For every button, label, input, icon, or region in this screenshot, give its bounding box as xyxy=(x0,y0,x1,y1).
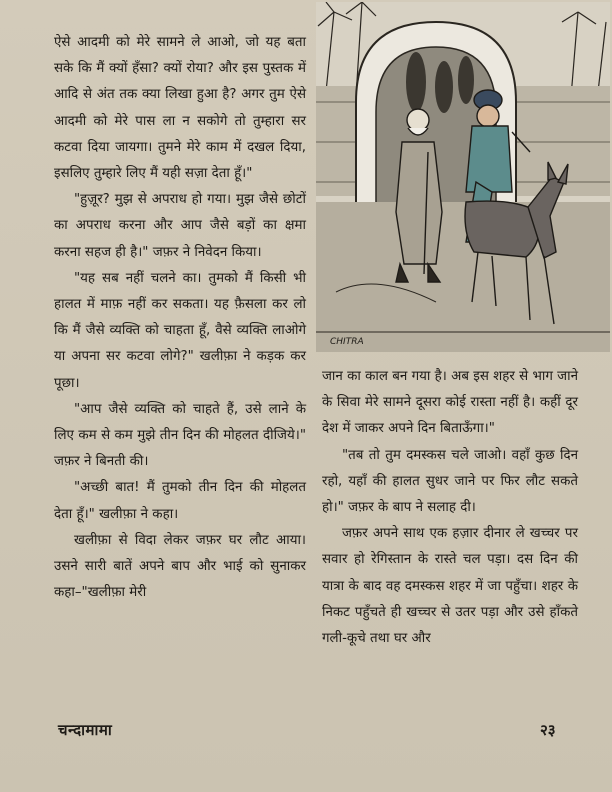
paragraph: "आप जैसे व्यक्ति को चाहते हैं, उसे लाने के लिए कम से कम मुझे तीन दिन की मोहलत दीजिये।" जफ़र ने बिनती की। xyxy=(54,401,306,470)
right-text-column xyxy=(322,364,578,652)
paragraph: जान का काल बन गया है। अब इस शहर से भाग जाने के सिवा मेरे सामने दूसरा कोई रास्ता नहीं है। कहीं दूर देश में जाकर अपने दिन बिताऊँगा।" xyxy=(322,369,578,437)
illustration-man-on-donkey xyxy=(316,2,610,352)
artist-signature: CHITRA xyxy=(330,337,364,347)
paragraph: "तब तो तुम दमस्कस चले जाओ। वहाँ कुछ दिन रहो, यहाँ की हालत सुधर जाने पर फिर लौट सकते हो।" जफ़र के बाप ने सलाह दी। xyxy=(322,447,578,516)
paragraph: ऐसे आदमी को मेरे सामने ले आओ, जो यह बता सके कि मैं क्यों हँसा? क्यों रोया? और इस पुस्तक में आदि से अंत तक क्या लिखा हुआ है? अगर तुम ऐसे आदमी को मेरे पास ला न सकोगे तो तुम्हारा सर कटवा दिया जायगा। तुमने मेरे काम में दखल दिया, इसलिए तुम्हारे लिए मैं यही सज़ा देता हूँ।" xyxy=(54,35,306,182)
paragraph: "यह सब नहीं चलने का। तुमको मैं किसी भी हालत में माफ़ नहीं कर सकता। यह फ़ैसला कर लो कि मैं जैसे व्यक्ति को चाहता हूँ, वैसे व्यक्ति लाओगे या अपना सर कटवा लोगे?" खलीफ़ा ने कड़क कर पूछा। xyxy=(54,270,306,391)
magazine-name: चन्दामामा xyxy=(58,721,113,739)
page-number: २३ xyxy=(540,721,556,739)
paragraph: जफ़र अपने साथ एक हज़ार दीनार ले खच्चर पर सवार हो रेगिस्तान के रास्ते चल पड़ा। दस दिन की यात्रा के बाद वह दमस्कस शहर में जा पहुँचा। शहर के निकट पहुँचते ही खच्चर से उतर पड़ा और उसे हाँकते गली-कूचे तथा घर और xyxy=(322,526,578,647)
left-text-column xyxy=(54,30,306,606)
paragraph: "हुज़ूर? मुझ से अपराध हो गया। मुझ जैसे छोटों का अपराध करना और आप जैसे बड़ों का क्षमा करना सहज ही है।" जफ़र ने निवेदन किया। xyxy=(54,192,306,260)
paragraph: "अच्छी बात! मैं तुमको तीन दिन की मोहलत देता हूँ।" खलीफ़ा ने कहा। xyxy=(54,480,306,522)
paragraph: खलीफ़ा से विदा लेकर जफ़र घर लौट आया। उसने सारी बातें अपने बाप और भाई को सुनाकर कहा–"खलीफ़ा मेरी xyxy=(54,532,306,601)
